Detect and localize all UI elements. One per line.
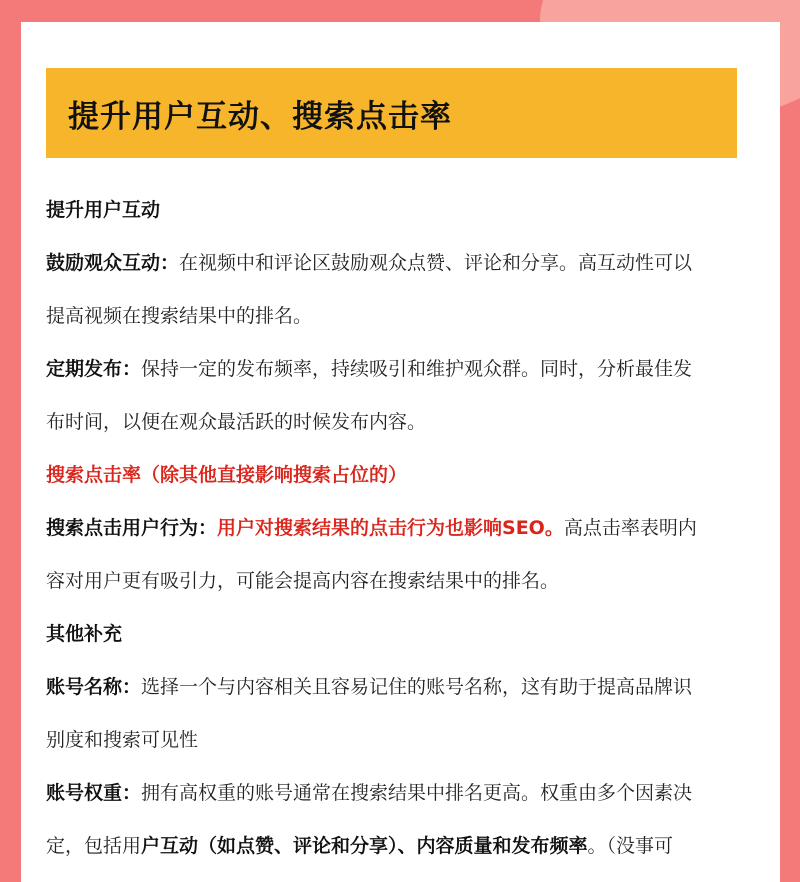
paragraph-text: 提高视频在搜索结果中的排名。 <box>46 305 313 327</box>
paragraph-text: 选择一个与内容相关且容易记住的账号名称，这有助于提高品牌识 <box>141 676 693 698</box>
term-label: 定期发布： <box>46 358 142 380</box>
paragraph-text: 容对用户更有吸引力，可能会提高内容在搜索结果中的排名。 <box>46 570 560 592</box>
content-card <box>21 22 780 882</box>
highlight-text: 用户对搜索结果的点击行为也影响SEO。 <box>217 517 564 539</box>
paragraph-text: 保持一定的发布频率，持续吸引和维护观众群。同时，分析最佳发 <box>141 358 693 380</box>
bold-inline-text: 户互动（如点赞、评论和分享）、内容质量和发布频率 <box>141 835 588 857</box>
term-label: 账号权重： <box>46 782 142 804</box>
paragraph-text: 拥有高权重的账号通常在搜索结果中排名更高。权重由多个因素决 <box>141 782 693 804</box>
paragraph-line <box>46 237 776 290</box>
paragraph-line <box>46 290 776 343</box>
paragraph-line <box>46 343 776 396</box>
paragraph-line <box>46 661 776 714</box>
paragraph-line <box>46 396 776 449</box>
paragraph-text: 别度和搜索可见性 <box>46 729 199 751</box>
title-banner <box>46 68 737 158</box>
paragraph-line <box>46 502 776 555</box>
section-heading-text: 提升用户互动 <box>46 199 161 221</box>
paragraph-text: 。（没事可 <box>587 835 674 857</box>
paragraph-line <box>46 555 776 608</box>
section-heading-text: 其他补充 <box>46 623 123 645</box>
section-heading-red <box>46 449 776 502</box>
paragraph-text: 高点击率表明内 <box>563 517 697 539</box>
term-label: 鼓励观众互动： <box>46 252 180 274</box>
paragraph-line <box>46 767 776 820</box>
term-label: 账号名称： <box>46 676 142 698</box>
paragraph-text: 在视频中和评论区鼓励观众点赞、评论和分享。高互动性可以 <box>179 252 693 274</box>
section-heading <box>46 608 776 661</box>
paragraph-line <box>46 714 776 767</box>
section-heading <box>46 184 776 237</box>
article-body <box>46 184 776 873</box>
page-title: 提升用户互动、搜索点击率 <box>68 98 452 135</box>
paragraph-text: 布时间，以便在观众最活跃的时候发布内容。 <box>46 411 427 433</box>
highlight-heading-text: 搜索点击率（除其他直接影响搜索占位的） <box>46 464 408 486</box>
paragraph-text: 定，包括用 <box>46 835 142 857</box>
paragraph-line <box>46 820 776 873</box>
term-label: 搜索点击用户行为： <box>46 517 218 539</box>
